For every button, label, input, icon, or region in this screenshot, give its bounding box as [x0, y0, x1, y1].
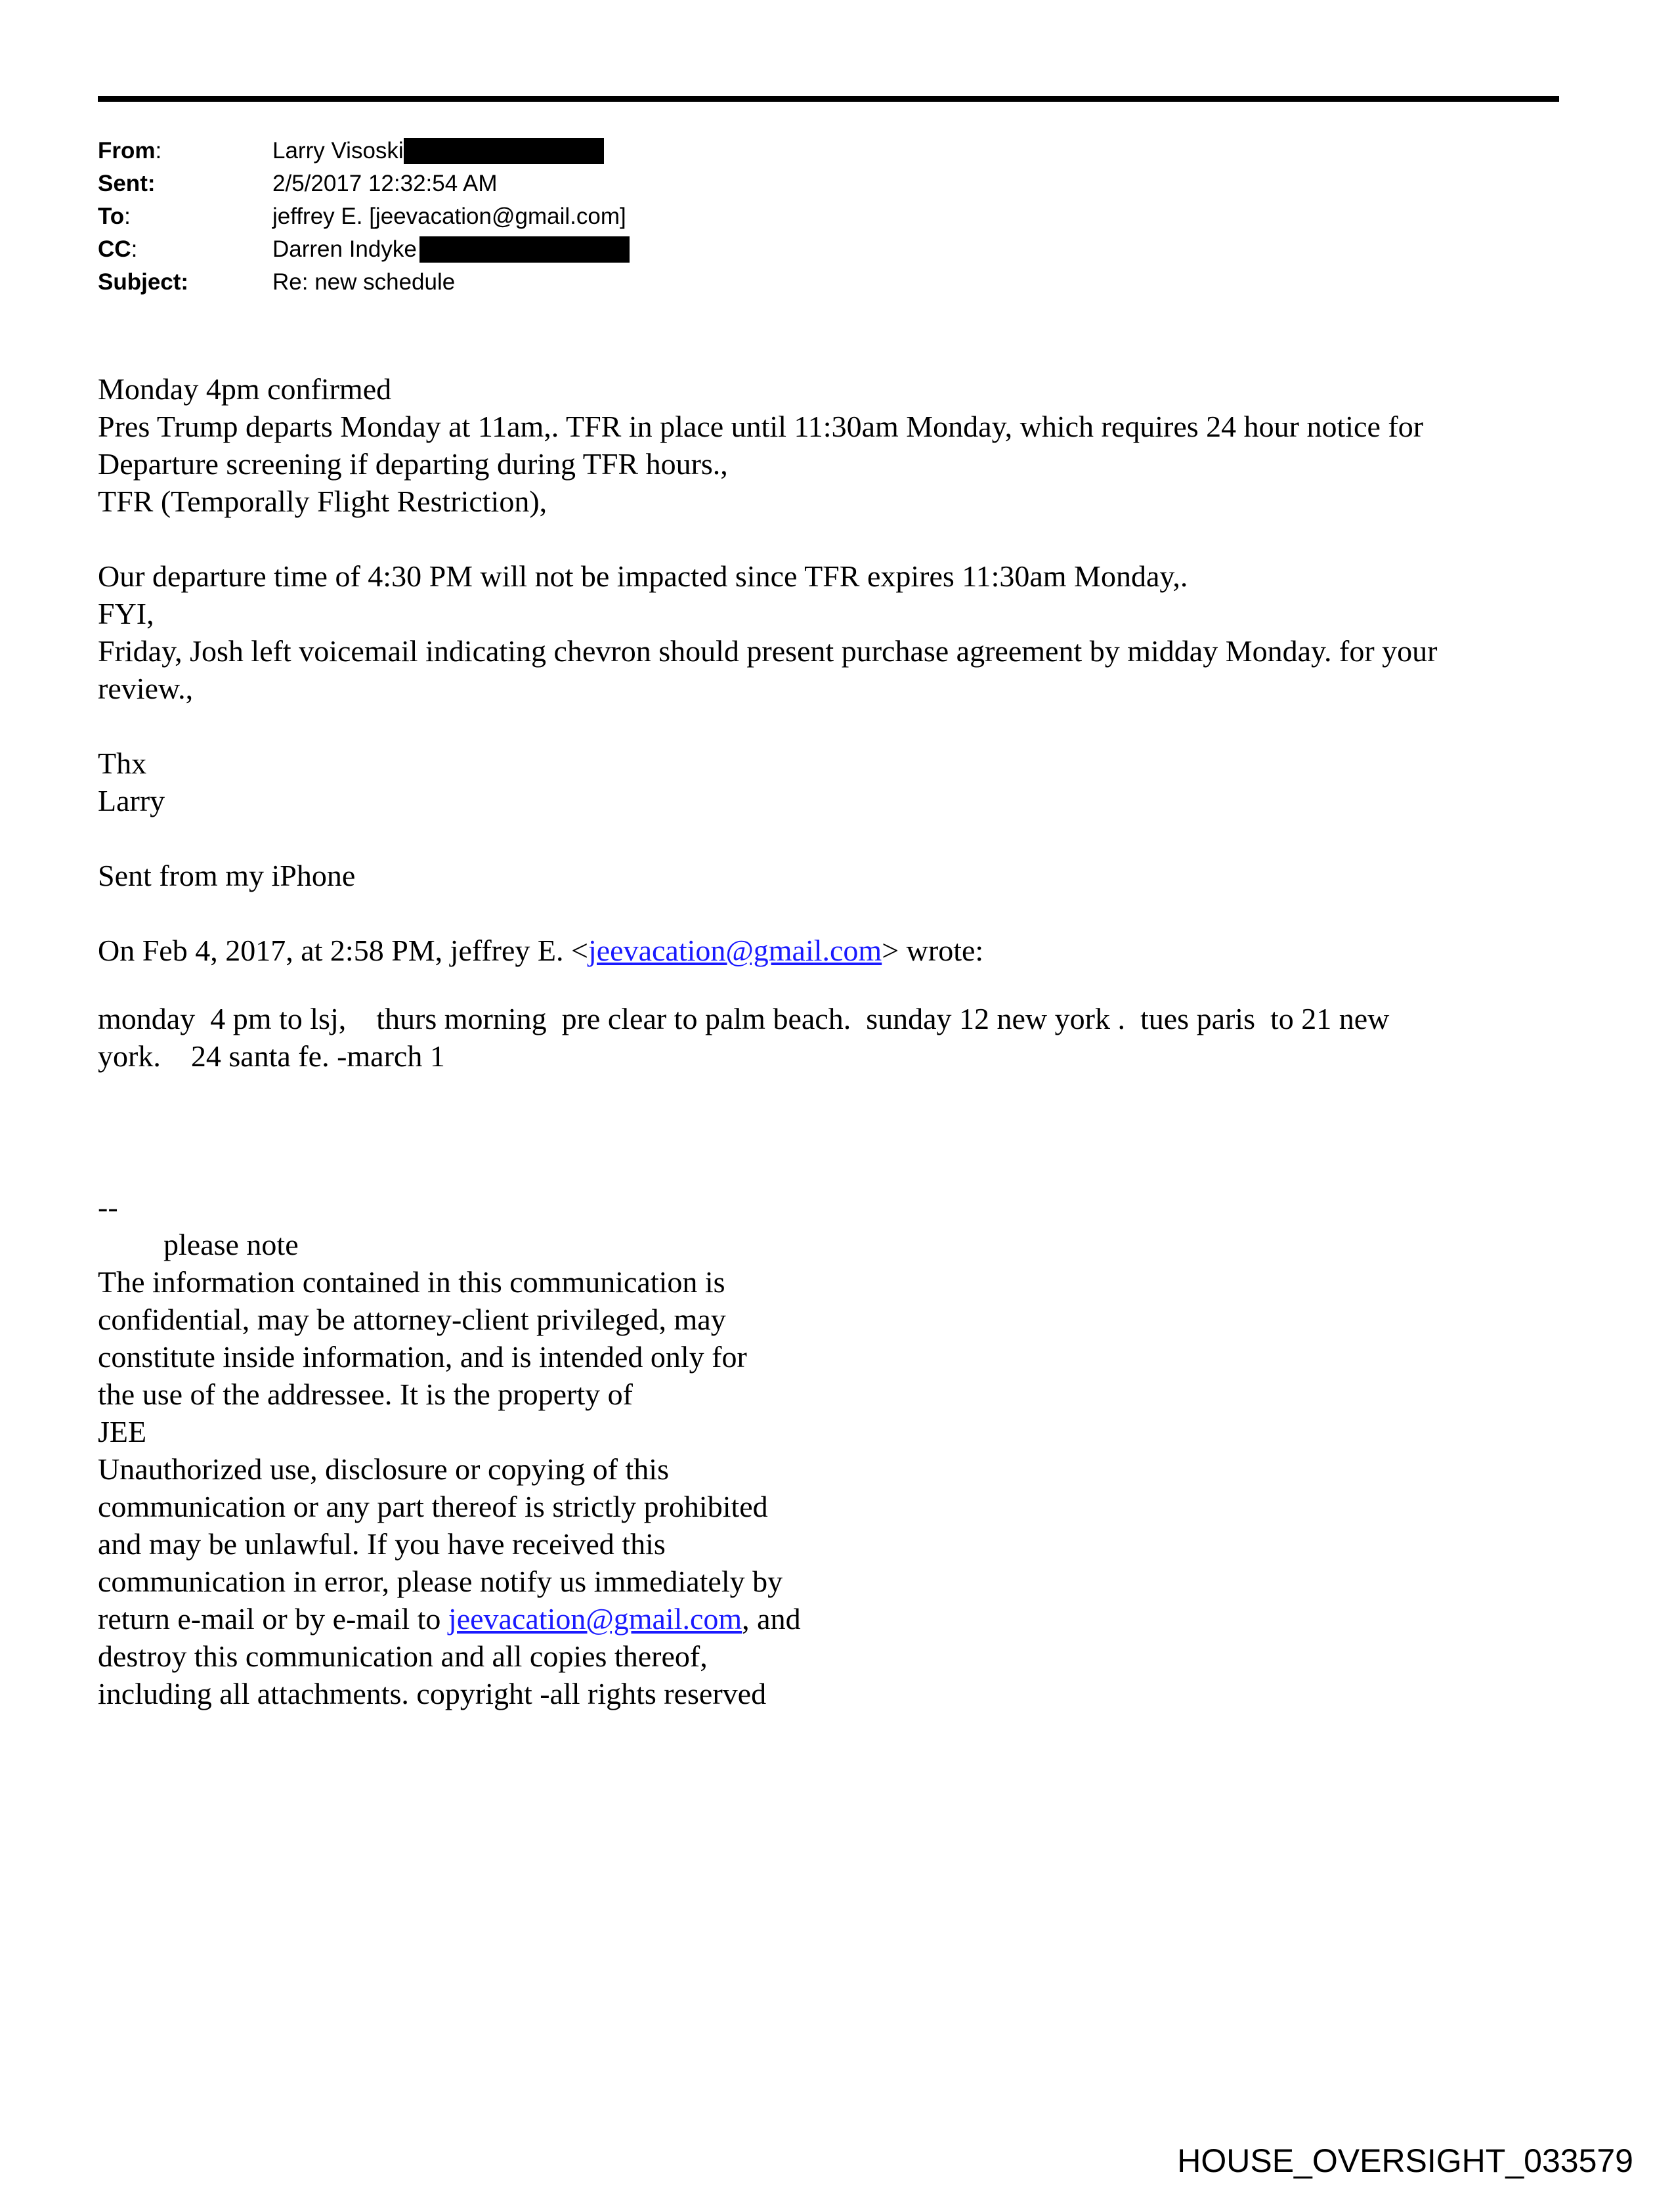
subject-label: Subject: [98, 269, 181, 295]
body-line: Thx: [98, 747, 147, 780]
to-label: To: [98, 204, 125, 229]
quoted-line: york. 24 santa fe. -march 1: [98, 1039, 445, 1073]
body-line: review.,: [98, 672, 194, 705]
subject-value: Re: new schedule: [272, 269, 456, 295]
to-row: To: jeffrey E. [jeevacation@gmail.com]: [98, 200, 630, 233]
to-value: jeffrey E. [jeevacation@gmail.com]: [272, 204, 626, 229]
body-line: Our departure time of 4:30 PM will not be impacted since TFR expires 11:30am Monday,.: [98, 559, 1188, 593]
quoted-line: monday 4 pm to lsj, thurs morning pre clear to palm beach. sunday 12 new york . tues paris to 21 new: [98, 1002, 1390, 1035]
signature-line: communication in error, please notify us immediately by: [98, 1565, 783, 1598]
quoted-message: [98, 1000, 1608, 1075]
signature-line: destroy this communication and all copies thereof,: [98, 1639, 708, 1673]
email-body: [98, 370, 1608, 1750]
sent-label: Sent: [98, 171, 148, 196]
paragraph-2: [98, 557, 1608, 707]
from-row: From: Larry Visoski: [98, 135, 630, 167]
body-line: Friday, Josh left voicemail indicating chevron should present purchase agreement by midday Monday. for your: [98, 634, 1438, 668]
body-line: Monday 4pm confirmed: [98, 372, 392, 406]
signature-line: and may be unlawful. If you have received this: [98, 1527, 666, 1561]
email-header: [98, 135, 630, 299]
quote-prefix: On Feb 4, 2017, at 2:58 PM, jeffrey E. <: [98, 934, 588, 967]
quote-attribution: [98, 932, 1608, 969]
body-line: FYI,: [98, 597, 154, 630]
cc-row: CC: Darren Indyke: [98, 233, 630, 266]
subject-row: Subject: Re: new schedule: [98, 266, 630, 299]
sent-value: 2/5/2017 12:32:54 AM: [272, 171, 498, 196]
body-line: Pres Trump departs Monday at 11am,. TFR in place until 11:30am Monday, which requires 24 hour notice for: [98, 410, 1424, 443]
paragraph-1: [98, 370, 1608, 520]
signature-email-link[interactable]: jeevacation@gmail.com: [448, 1602, 742, 1636]
quote-suffix: > wrote:: [882, 934, 984, 967]
cc-label: CC: [98, 236, 131, 262]
signature-line: the use of the addressee. It is the property of: [98, 1377, 633, 1411]
signature-note: please note: [163, 1228, 299, 1261]
signature-email-line: [98, 1600, 1608, 1637]
body-line: Departure screening if departing during TFR hours.,: [98, 447, 728, 481]
signature-line: The information contained in this communication is: [98, 1265, 725, 1299]
body-line: TFR (Temporally Flight Restriction),: [98, 485, 547, 518]
sent-from-line: Sent from my iPhone: [98, 859, 356, 892]
signature-line: JEE: [98, 1415, 147, 1448]
signature-block: [98, 1188, 1608, 1712]
redaction-box: [419, 236, 630, 263]
signature-line: constitute inside information, and is intended only for: [98, 1340, 747, 1374]
header-rule: [98, 96, 1559, 102]
redaction-box: [404, 138, 604, 164]
body-line: Larry: [98, 784, 165, 817]
signature-line: communication or any part thereof is strictly prohibited: [98, 1490, 768, 1523]
from-value: Larry Visoski: [272, 138, 404, 163]
signature-dashes: --: [98, 1190, 118, 1224]
from-label: From: [98, 138, 156, 163]
quote-email-link[interactable]: jeevacation@gmail.com: [588, 934, 882, 967]
paragraph-3: [98, 745, 1608, 819]
cc-value: Darren Indyke: [272, 236, 417, 262]
signature-text: , and: [742, 1602, 801, 1636]
signature-text: return e-mail or by e-mail to: [98, 1602, 448, 1636]
sent-row: Sent: 2/5/2017 12:32:54 AM: [98, 167, 630, 200]
signature-line: Unauthorized use, disclosure or copying of this: [98, 1452, 669, 1486]
signature-line: including all attachments. copyright -all rights reserved: [98, 1677, 767, 1710]
signature-line: confidential, may be attorney-client privileged, may: [98, 1303, 726, 1336]
bates-number: HOUSE_OVERSIGHT_033579: [1177, 2142, 1633, 2179]
